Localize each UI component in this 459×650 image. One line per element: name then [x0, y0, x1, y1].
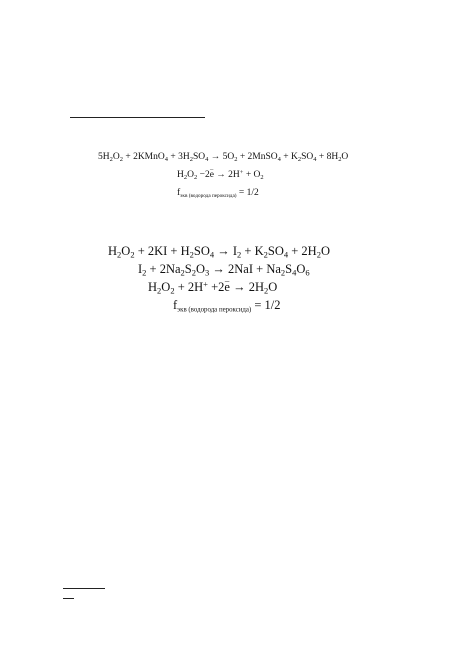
peroxide-oxidation-half-reaction [177, 170, 264, 180]
subscript: 2 [180, 267, 185, 278]
subscript: 2 [157, 285, 162, 296]
electron-symbol: – e [210, 170, 214, 180]
iodide-reaction-equation [108, 244, 330, 259]
permanganate-reaction-equation [98, 152, 348, 162]
equation-text: = 1/2 [251, 298, 281, 312]
subscript: 4 [292, 267, 297, 278]
equation-text: f [177, 188, 181, 198]
equation-text: + 2KI + H [134, 244, 190, 258]
subscript: 3 [205, 267, 210, 278]
subscript: 2 [263, 285, 269, 296]
equation-text: 5H [98, 152, 110, 162]
equation-text: → 2H [229, 280, 264, 294]
equation-text: → 2H [213, 170, 240, 180]
thiosulfate-titration-equation [138, 262, 310, 277]
equation-text: O [296, 262, 306, 276]
equation-text: S [184, 262, 192, 276]
equation-text: O [196, 262, 206, 276]
equation-text: + 2H [288, 244, 317, 258]
factor-subscript-label: экв (водорода пероксида) [180, 192, 237, 199]
equation-text: S [285, 262, 293, 276]
equation-text: SO [193, 244, 210, 258]
equation-text: → 5O [208, 152, 235, 162]
heading-underline [70, 117, 205, 118]
equation-text: SO [267, 244, 284, 258]
equation-text: O [187, 170, 194, 180]
equation-text: SO [192, 152, 206, 162]
subscript: 2 [130, 249, 135, 260]
subscript: 2 [237, 249, 242, 260]
subscript: 2 [193, 173, 198, 181]
footnote-short-rule [63, 598, 74, 599]
subscript: 2 [109, 155, 113, 163]
equation-text: O [112, 152, 120, 162]
equation-text: + K [280, 152, 298, 162]
equation-text: +2 [207, 280, 225, 294]
equation-text: + 2H [174, 280, 204, 294]
equation-text: = 1/2 [236, 188, 259, 198]
equivalence-factor-peroxide-2 [173, 298, 281, 313]
subscript: 2 [189, 249, 194, 260]
subscript: 2 [338, 155, 342, 163]
superscript: + [239, 169, 244, 177]
subscript: 4 [313, 155, 317, 163]
electron-symbol: – e [224, 280, 230, 294]
equation-text: + 8H [316, 152, 339, 162]
subscript: 2 [170, 285, 175, 296]
subscript: 4 [283, 249, 289, 260]
equation-text: O [121, 244, 131, 258]
equation-text: + O [243, 170, 261, 180]
equation-text: + K [241, 244, 264, 258]
equation-text: f [173, 298, 178, 312]
subscript: 2 [183, 173, 188, 181]
equation-text: −2 [197, 170, 210, 180]
equation-text: H [177, 170, 184, 180]
equation-text: → I [214, 244, 238, 258]
superscript: + [203, 279, 208, 290]
equation-text: + 2KMnO [122, 152, 165, 162]
subscript: 2 [316, 249, 321, 260]
equation-text: O [320, 244, 330, 258]
subscript: 6 [305, 267, 310, 278]
equation-text: → 2NaI + Na [209, 262, 281, 276]
subscript: 4 [205, 155, 209, 163]
equation-text: I [138, 262, 143, 276]
subscript: 2 [280, 267, 286, 278]
subscript: 4 [209, 249, 215, 260]
equation-text: SO [301, 152, 314, 162]
subscript: 4 [164, 155, 168, 163]
subscript: 2 [189, 155, 193, 163]
subscript: 2 [142, 267, 147, 278]
subscript: 2 [263, 249, 268, 260]
equation-text: H [108, 244, 118, 258]
equation-text: H [148, 280, 158, 294]
subscript: 4 [277, 155, 281, 163]
subscript: 2 [119, 155, 123, 163]
equation-text: O [161, 280, 171, 294]
subscript: 2 [191, 267, 196, 278]
subscript: 2 [117, 249, 122, 260]
equation-text: O [341, 152, 349, 162]
subscript: 2 [260, 173, 264, 181]
equation-text: + 2MnSO [237, 152, 278, 162]
factor-subscript-label: экв (водорода пероксида) [177, 306, 252, 314]
equation-text: O [268, 280, 278, 294]
subscript: 2 [297, 155, 302, 163]
footnote-separator [63, 588, 105, 589]
equivalence-factor-peroxide-1 [177, 188, 259, 198]
equation-text: + 3H [167, 152, 190, 162]
subscript: 2 [234, 155, 238, 163]
peroxide-reduction-half-reaction [148, 280, 277, 295]
equation-text: + 2Na [146, 262, 181, 276]
